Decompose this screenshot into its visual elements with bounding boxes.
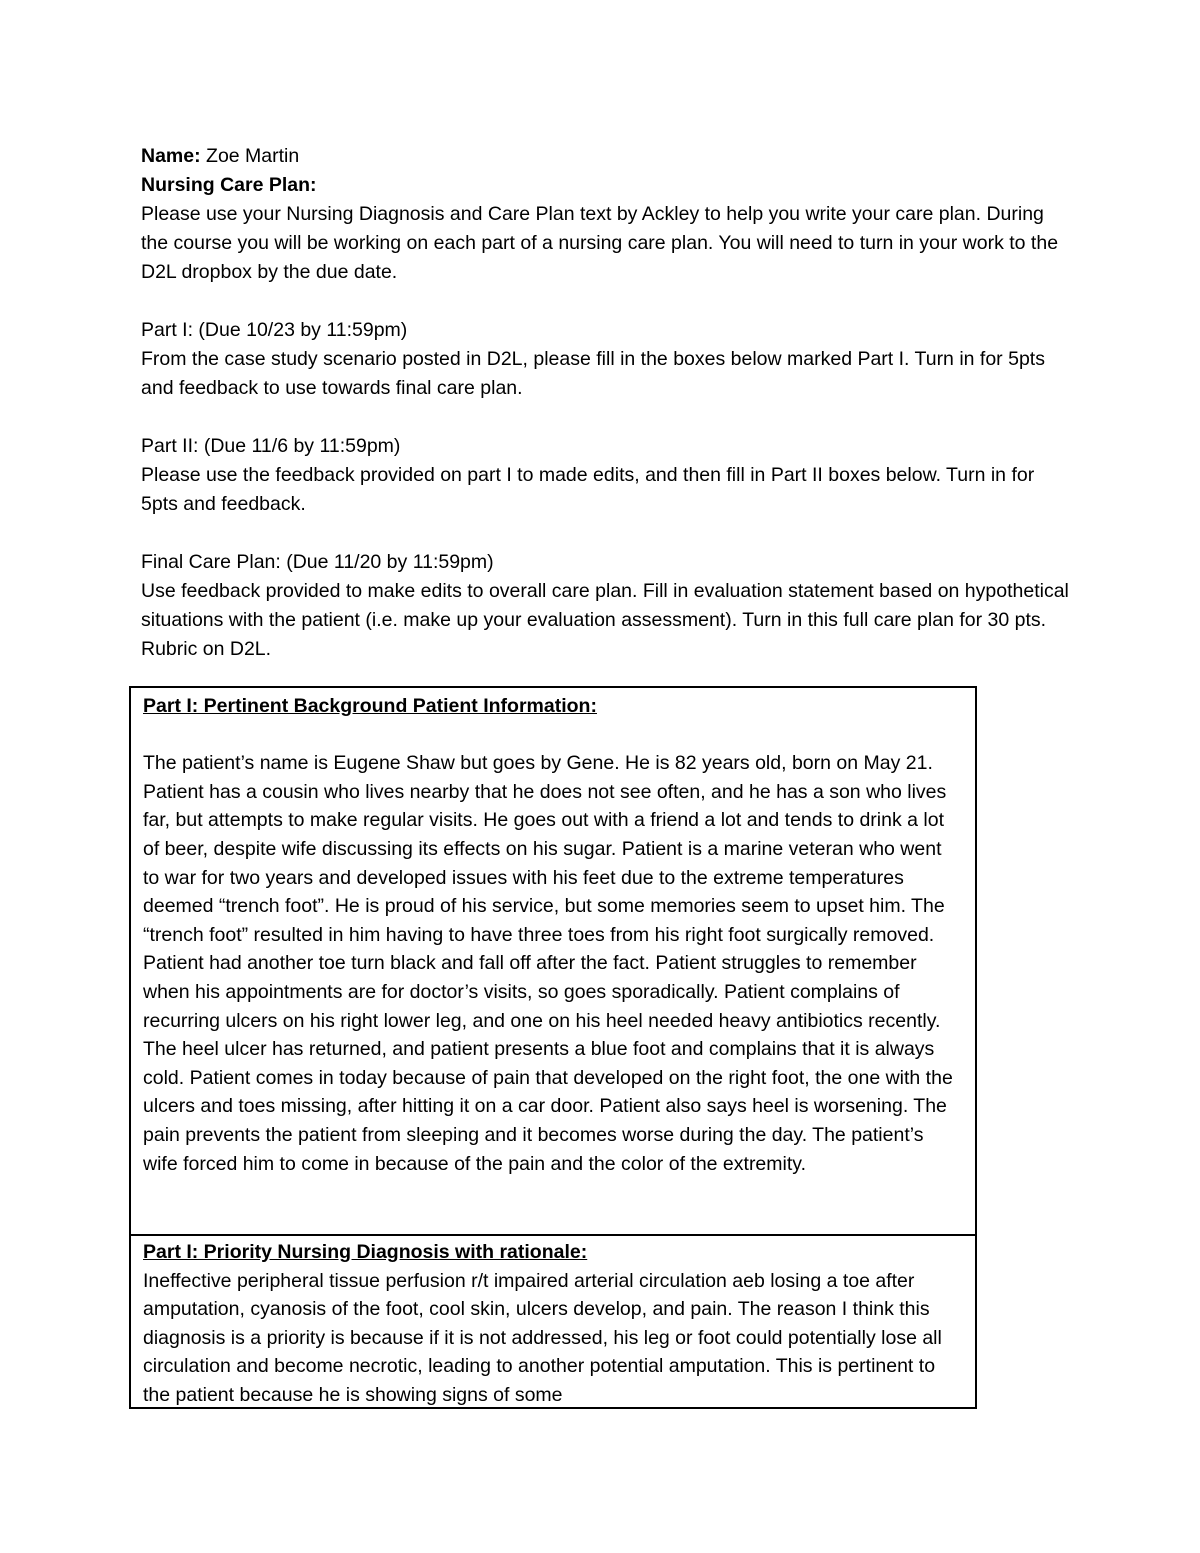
diagnosis-box [129,1236,977,1409]
part-1-title: Part I: (Due 10/23 by 11:59pm) [141,319,408,341]
student-name-line [141,142,1071,171]
general-instructions: Please use your Nursing Diagnosis and Care Plan text by Ackley to help you write your care plan. During the course you will be working on each part of a nursing care plan. You will need to turn in your work to the D2L dropbox by the due date. [141,203,1059,283]
care-plan-table [129,686,977,1409]
background-info-text: The patient’s name is Eugene Shaw but goes by Gene. He is 82 years old, born on May 21. Patient has a cousin who lives nearby that he does not see often, and he has a son who lives far, but attempts to make regular visits. He goes out with a friend a lot and tends to drink a lot of beer, despite wife discussing its effects on his sugar. Patient is a marine veteran who went to war for two years and developed issues with his feet due to the extreme temperatures deemed “trench foot”. He is proud of his service, but some memories seem to upset him. The “trench foot” resulted in him having to have three toes from his right foot surgically removed. Patient had another toe turn black and fall off after the fact. Patient struggles to remember when his appointments are for doctor’s visits, so goes sporadically. Patient complains of recurring ulcers on his right lower leg, and one on his heel needed heavy antibiotics recently. The heel ulcer has returned, and patient presents a blue foot and complains that it is always cold. Patient comes in today because of pain that developed on the right foot, the one with the ulcers and toes missing, after hitting it on a car door. Patient also says heel is worsening. The pain prevents the patient from sleeping and it becomes worse during the day. The patient’s wife forced him to come in because of the pain and the color of the extremity. [143,752,953,1175]
final-plan-title: Final Care Plan: (Due 11/20 by 11:59pm) [141,551,494,573]
part-2-title: Part II: (Due 11/6 by 11:59pm) [141,435,401,457]
care-plan-title: Nursing Care Plan: [141,174,317,196]
diagnosis-heading: Part I: Priority Nursing Diagnosis with rationale: [143,1241,588,1263]
part-2-instructions: Please use the feedback provided on part I to made edits, and then fill in Part II boxes below. Turn in for 5pts and feedback. [141,464,1035,515]
diagnosis-text: Ineffective peripheral tissue perfusion r/t impaired arterial circulation aeb losing a toe after amputation, cyanosis of the foot, cool skin, ulcers develop, and pain. The reason I think this diagnosis is a priority is because if it is not addressed, his leg or foot could potentially lose all circulation and become necrotic, leading to another potential amputation. This is pertinent to the patient because he is showing signs of some [143,1269,942,1406]
part-1-instructions: From the case study scenario posted in D2L, please fill in the boxes below marked Part I. Turn in for 5pts and feedback to use towards final care plan. [141,348,1045,399]
final-plan-instructions: Use feedback provided to make edits to overall care plan. Fill in evaluation statement based on hypothetical situations with the patient (i.e. make up your evaluation assessment). Turn in this full care plan for 30 pts. Rubric on D2L. [141,580,1069,660]
background-info-box [129,686,977,1236]
student-name: Zoe Martin [200,145,300,167]
background-info-heading: Part I: Pertinent Background Patient Information: [143,695,597,717]
name-label: Name: [141,145,201,167]
assignment-instructions [141,142,1071,664]
